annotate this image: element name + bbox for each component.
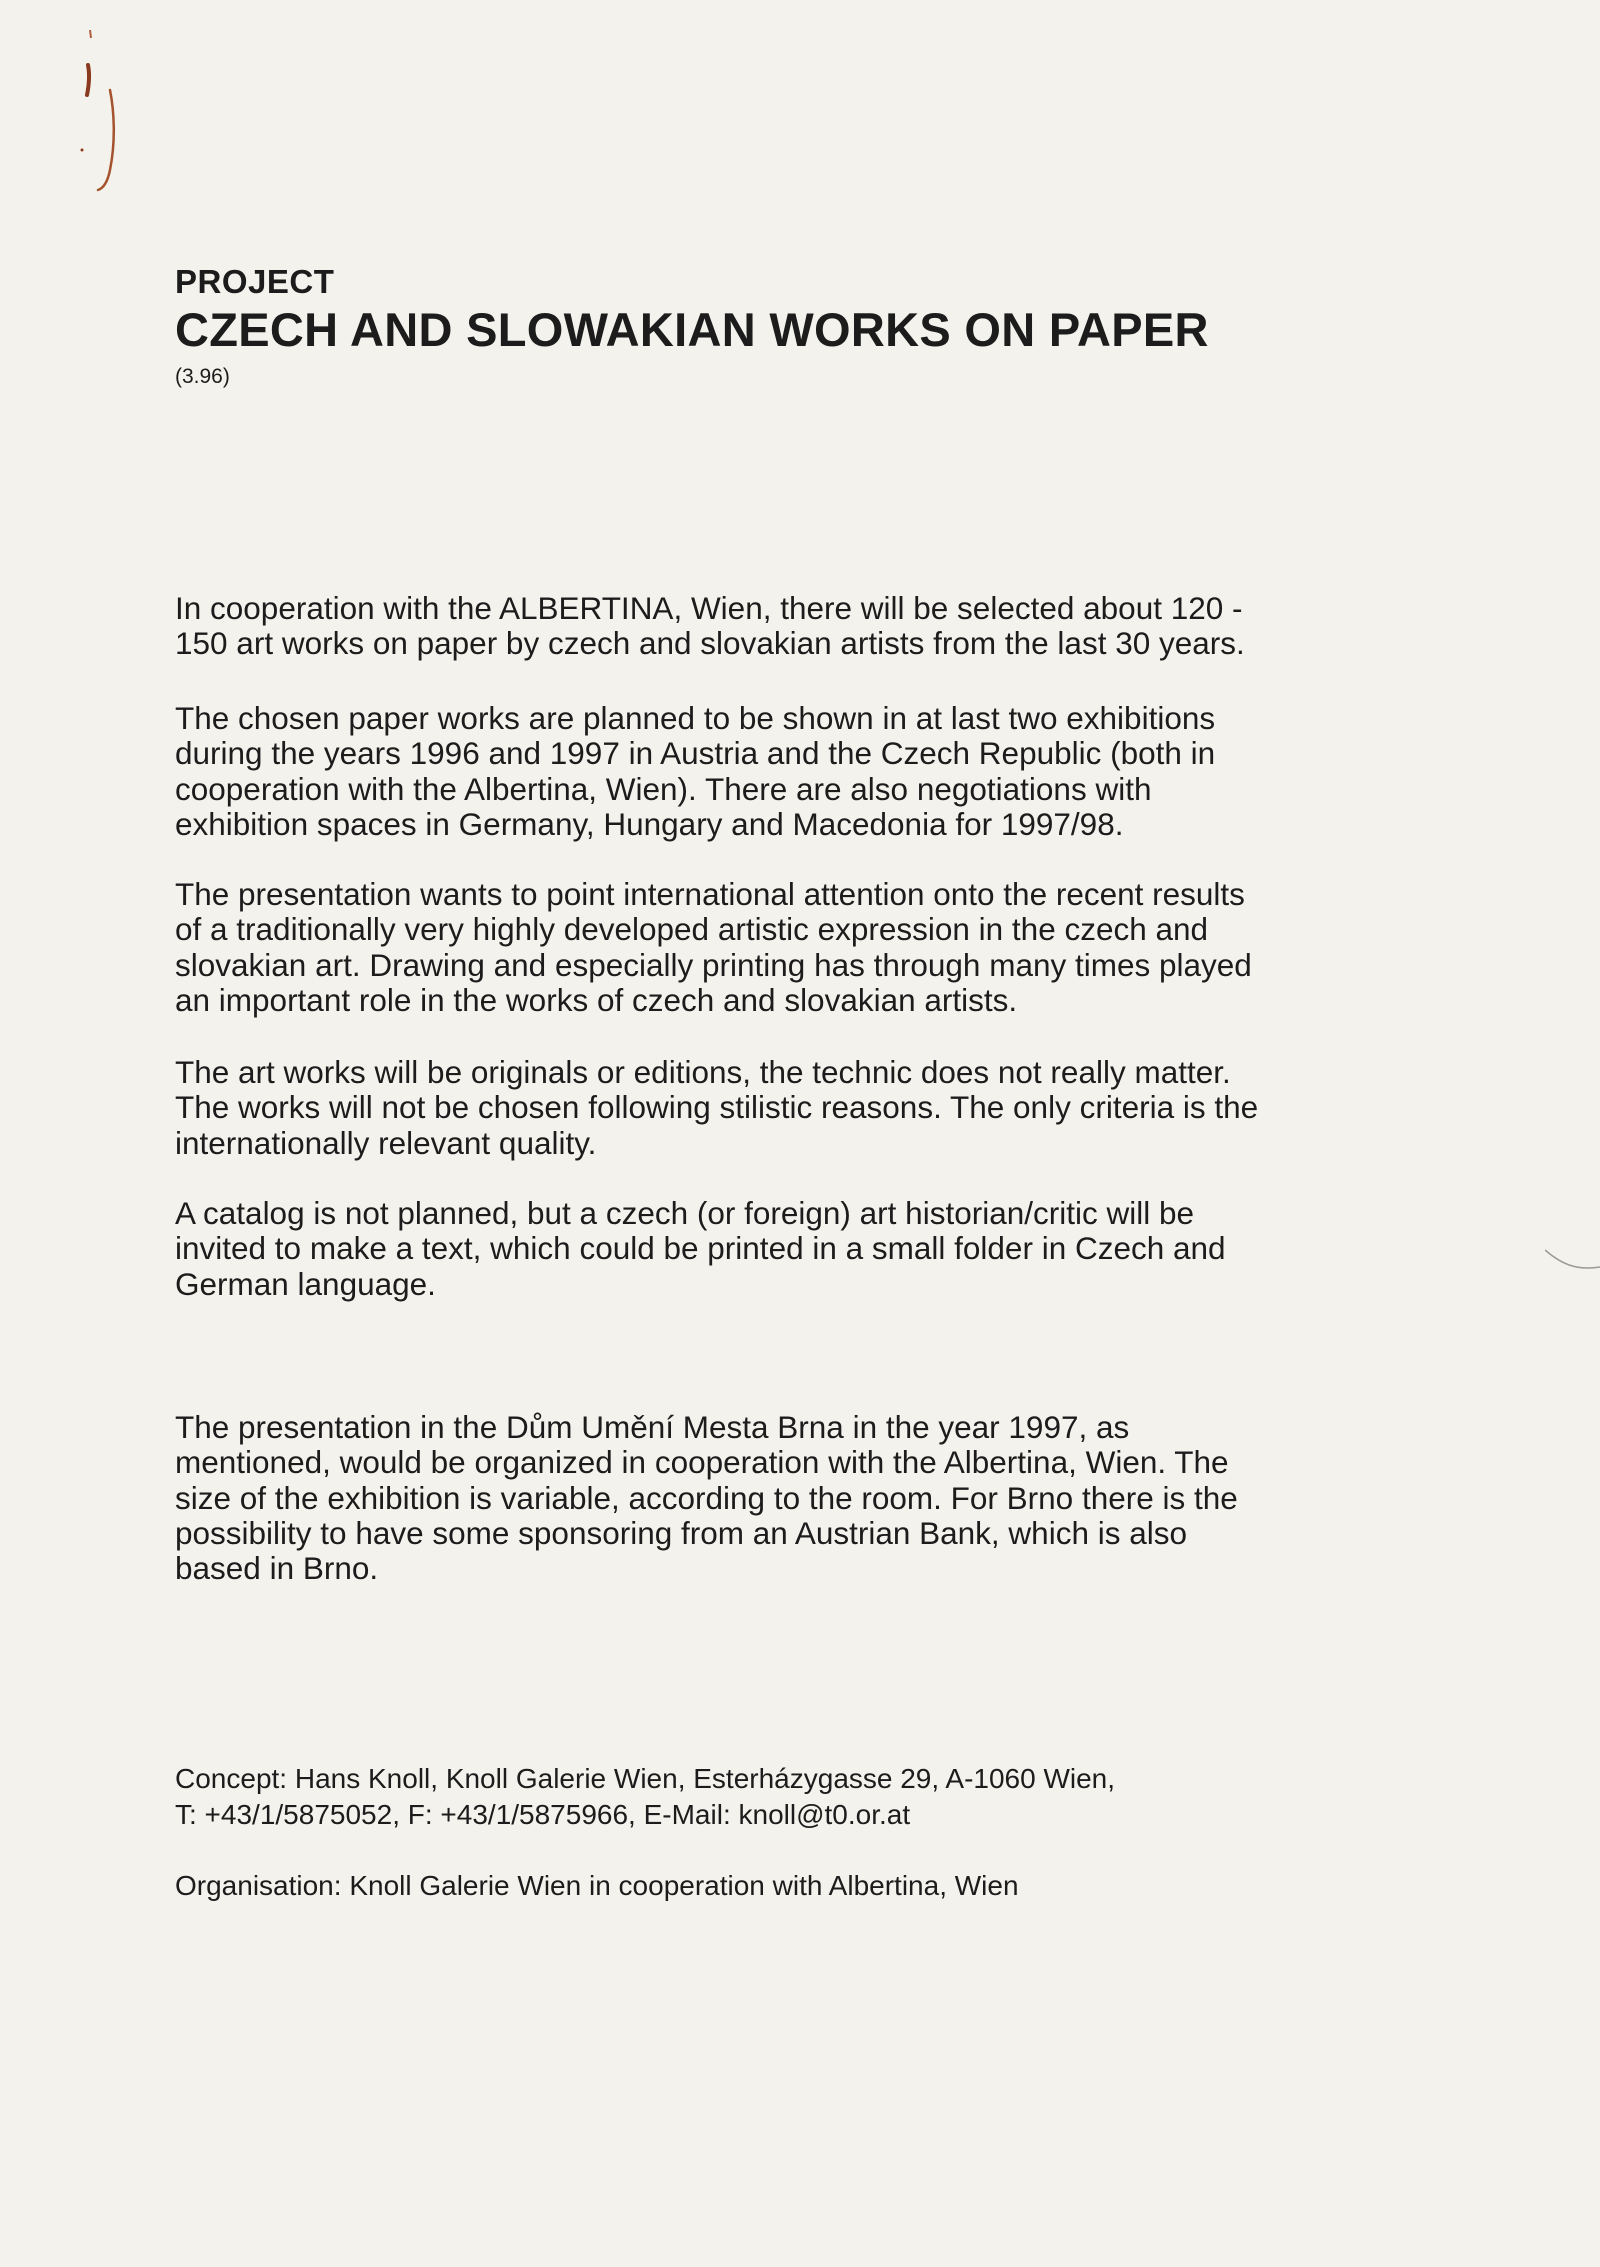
concept-contact: Concept: Hans Knoll, Knoll Galerie Wien, Esterházygasse 29, A-1060 Wien, T: +43/1/5875052, F: +43/1/5875966, E-Mail: knoll@t0.or.at	[175, 1763, 1116, 1830]
document-date: (3.96)	[175, 365, 230, 388]
project-label: PROJECT	[175, 263, 335, 300]
document-title: CZECH AND SLOWAKIAN WORKS ON PAPER	[175, 303, 1209, 356]
paragraph-brno: The presentation in the Dům Umění Mesta Brna in the year 1997, as mentioned, would be organized in cooperation with the Albertina, Wien. The size of the exhibition is variable, according to the room. For Brno there is the possibility to have some sponsoring from an Austrian Bank, which is also based in Brno.	[175, 1409, 1238, 1587]
paragraph-cooperation: In cooperation with the ALBERTINA, Wien, there will be selected about 120 - 150 art works on paper by czech and slovakian artists from the last 30 years.	[175, 590, 1245, 662]
paragraph-catalog: A catalog is not planned, but a czech (or foreign) art historian/critic will be invited to make a text, which could be printed in a small folder in Czech and German language.	[175, 1195, 1226, 1302]
paragraph-presentation-aim: The presentation wants to point international attention onto the recent results of a traditionally very highly developed artistic expression in the czech and slovakian art. Drawing and especially printing has through many times played an important role in the works of czech and slovakian artists.	[175, 876, 1252, 1018]
document-header	[175, 262, 1209, 394]
paper-fold-mark	[1545, 1245, 1600, 1285]
rust-stain-mark	[60, 30, 140, 200]
paragraph-exhibitions: The chosen paper works are planned to be shown in at last two exhibitions during the years 1996 and 1997 in Austria and the Czech Republic (both in cooperation with the Albertina, Wien). There are also negotiations with exhibition spaces in Germany, Hungary and Macedonia for 1997/98.	[175, 700, 1216, 842]
organisation-line: Organisation: Knoll Galerie Wien in cooperation with Albertina, Wien	[175, 1870, 1019, 1901]
paragraph-art-works: The art works will be originals or editions, the technic does not really matter. The works will not be chosen following stilistic reasons. The only criteria is the internationally relevant quality.	[175, 1054, 1259, 1161]
